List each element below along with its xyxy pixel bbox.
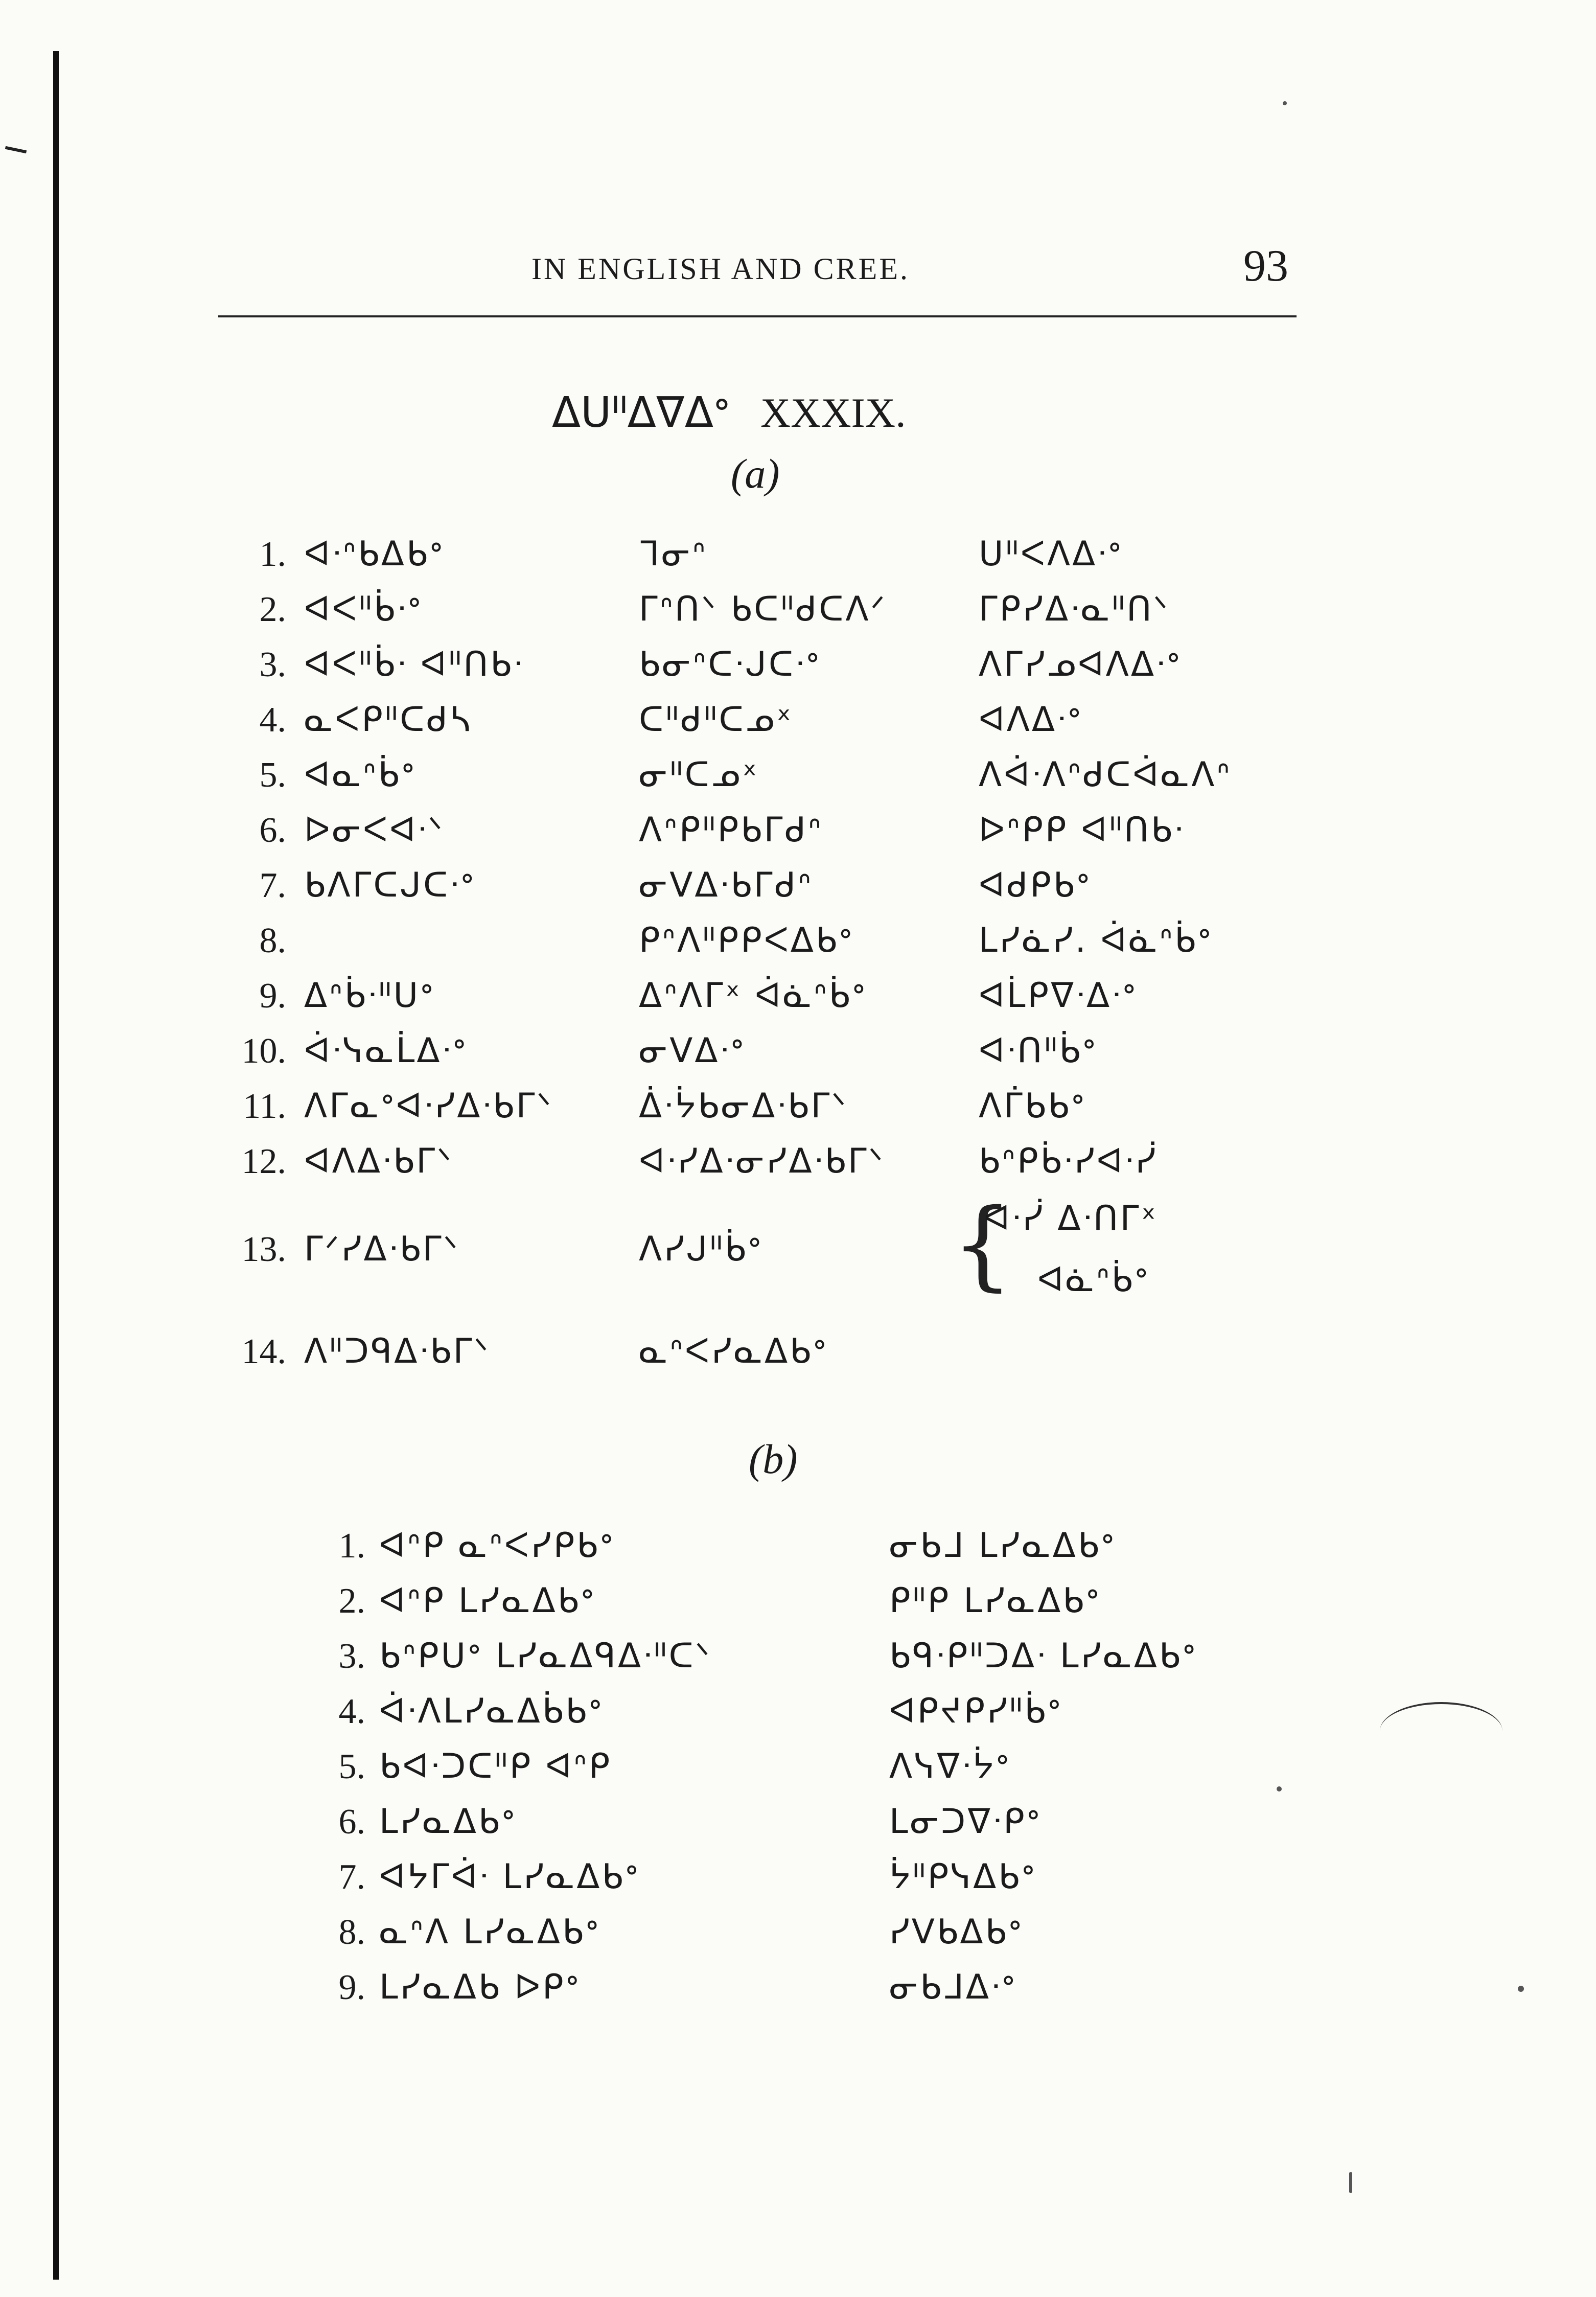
cree-word: ᐊᒫᑭᐁᐧᐃᐧᐤ bbox=[979, 976, 1138, 1015]
cree-word: ᑭᐦᑭ ᒪᓯᓇᐃᑲᐤ bbox=[889, 1581, 1101, 1620]
cree-word: ᐱᐋᐧᐱᐢᑯᑕᐋᓇᐱᐢ bbox=[979, 755, 1232, 794]
table-row bbox=[0, 1747, 1596, 1803]
table-row bbox=[0, 645, 1596, 701]
cree-word: ᐱᓭᐁᐧᔮᐤ bbox=[889, 1747, 1011, 1786]
table-row bbox=[0, 1691, 1596, 1748]
row-number: 10. bbox=[241, 1031, 286, 1071]
cree-word: ᓯᐯᑲᐃᑲᐤ bbox=[889, 1912, 1024, 1951]
cree-word: ᑲᐢᑭᑌᐤ ᒪᓯᓇᐃᑫᐃᐧᐦᑕᐠ bbox=[379, 1636, 712, 1675]
cree-word: ᐊᐢᑭ ᒪᓯᓇᐃᑲᐤ bbox=[379, 1581, 596, 1620]
paper-speck bbox=[1518, 1986, 1524, 1992]
cree-word: ᐅᓂᐸᐊᐧᐠ bbox=[304, 810, 445, 849]
cree-word: ᓇᐢᐸᓯᓇᐃᑲᐤ bbox=[639, 1331, 828, 1371]
table-row bbox=[0, 1912, 1596, 1968]
cree-word: ᐊᐸᐦᑳᐧᐤ bbox=[304, 589, 423, 629]
cree-word: ᓂᐦᑕᓄˣ bbox=[639, 755, 759, 794]
table-row bbox=[0, 700, 1596, 756]
table-row bbox=[0, 534, 1596, 590]
cree-word: ᐊᓈᐢᑳᐤ bbox=[1037, 1260, 1150, 1299]
cree-word: ᐄᐧᔮᑲᓂᐃᐧᑲᒥᐠ bbox=[639, 1086, 848, 1125]
table-row bbox=[0, 1802, 1596, 1858]
cree-word: ᒥᑭᓯᐃᐧᓇᐦᑎᐠ bbox=[979, 589, 1170, 629]
cree-word: ᐃᐢᑳᐧᐦᑌᐤ bbox=[304, 976, 435, 1015]
table-row bbox=[0, 1636, 1596, 1692]
header-rule bbox=[218, 315, 1297, 317]
paper-speck bbox=[1349, 2172, 1352, 2193]
cree-word: ᑲᓂᐢᑕᐧᒍᑕᐧᐤ bbox=[639, 645, 821, 684]
cree-word: ᐋᐧᐱᒪᓯᓇᐃᑳᑲᐤ bbox=[379, 1691, 604, 1731]
cree-word: ᑲᐢᑭᑳᐧᓯᐊᐧᓰ bbox=[979, 1141, 1158, 1181]
paper-speck bbox=[1283, 101, 1287, 105]
exercise-heading bbox=[552, 388, 906, 437]
cree-word: ᐱᒦᑲᑲᐤ bbox=[979, 1086, 1086, 1125]
row-number: 5. bbox=[338, 1747, 365, 1786]
cree-word: ᓂᐯᐃᐧᑲᒥᑯᐢ bbox=[639, 865, 813, 905]
row-number: 1. bbox=[338, 1526, 365, 1566]
cree-word: ᐊᐸᐦᑳᐧ ᐊᐦᑎᑲᐧ bbox=[304, 645, 524, 684]
margin-mark bbox=[5, 146, 27, 154]
table-row bbox=[0, 1141, 1596, 1198]
cree-word: ᒣᓂᐢ bbox=[639, 534, 708, 573]
row-number: 11. bbox=[243, 1087, 286, 1126]
cree-word: ᐅᐢᑭᑭ ᐊᐦᑎᑲᐧ bbox=[979, 810, 1185, 849]
cree-word: ᒪᓯᓇᐃᑲᐤ bbox=[379, 1802, 517, 1841]
row-number: 1. bbox=[259, 535, 286, 574]
cree-word: ᒪᓯᓇᐃᑲ ᐅᑭᐤ bbox=[379, 1967, 581, 2007]
running-title: IN ENGLISH AND CREE. bbox=[531, 252, 910, 286]
cree-word: ᑲᐱᒥᑕᒍᑕᐧᐤ bbox=[304, 865, 476, 905]
cree-word: ᐊᐧᐢᑲᐃᑲᐤ bbox=[304, 534, 445, 573]
cree-word: ᐋᐧᓭᓇᒫᐃᐧᐤ bbox=[304, 1031, 468, 1070]
row-number: 7. bbox=[338, 1857, 365, 1897]
table-row bbox=[0, 589, 1596, 646]
cree-word: ᐊᐱᐃᐧᐤ bbox=[979, 700, 1083, 739]
row-number: 9. bbox=[259, 976, 286, 1016]
row-number: 3. bbox=[259, 645, 286, 684]
grouping-brace: { bbox=[952, 1188, 1013, 1301]
table-row bbox=[0, 1229, 1596, 1285]
row-number: 12. bbox=[241, 1142, 286, 1181]
row-number: 8. bbox=[259, 921, 286, 960]
row-number: 8. bbox=[338, 1913, 365, 1952]
cree-word: ᐱᓯᒍᐦᑳᐤ bbox=[639, 1229, 764, 1269]
cree-word: ᒪᓯᓈᓯ. ᐋᓈᐢᑳᐤ bbox=[979, 921, 1213, 960]
table-row bbox=[0, 1086, 1596, 1142]
paper-speck bbox=[1277, 1786, 1282, 1791]
row-number: 13. bbox=[241, 1230, 286, 1269]
cree-word: ᐱᒥᓇᐤᐊᐧᓯᐃᐧᑲᒥᐠ bbox=[304, 1086, 553, 1125]
table-row bbox=[0, 1857, 1596, 1913]
cree-word: ᑲᑫᐧᑭᐦᑐᐃᐧ ᒪᓯᓇᐃᑲᐤ bbox=[889, 1636, 1198, 1675]
row-number: 7. bbox=[259, 866, 286, 905]
cree-word: ᐊᑭᔪᑭᓯᐦᑳᐤ bbox=[889, 1691, 1063, 1731]
table-row bbox=[0, 976, 1596, 1032]
cree-word: ᓂᐯᐃᐧᐤ bbox=[639, 1031, 746, 1070]
exercise-number: XXXIX. bbox=[760, 389, 906, 436]
cree-word: ᐊᐢᑭ ᓇᐢᐸᓯᑭᑲᐤ bbox=[379, 1526, 615, 1565]
table-row bbox=[0, 1331, 1596, 1388]
table-row bbox=[0, 810, 1596, 866]
row-number: 6. bbox=[338, 1802, 365, 1842]
cree-word: ᒪᓂᑐᐁᐧᑭᐤ bbox=[889, 1802, 1042, 1841]
table-row bbox=[0, 921, 1596, 977]
row-number: 6. bbox=[259, 811, 286, 850]
table-row bbox=[0, 865, 1596, 922]
cree-word: ᐊᐧᑎᐦᑳᐤ bbox=[979, 1031, 1098, 1070]
row-number: 2. bbox=[338, 1581, 365, 1621]
page-number: 93 bbox=[1243, 241, 1288, 291]
part-b-label: (b) bbox=[749, 1436, 798, 1482]
cree-word: ᑕᐦᑯᐦᑕᓄˣ bbox=[639, 700, 794, 739]
cree-word: ᑭᐢᐱᐦᑭᑭᐸᐃᑲᐤ bbox=[639, 921, 854, 960]
row-number: 4. bbox=[338, 1692, 365, 1731]
cree-word: ᓂᑲᒧᐃᐧᐤ bbox=[889, 1967, 1017, 2007]
cree-word: ᒥᐟᓯᐃᐧᑲᒥᐠ bbox=[304, 1229, 460, 1269]
cree-word: ᐱᐦᑐᑫᐃᐧᑲᒥᐠ bbox=[304, 1331, 491, 1371]
cree-word: ᐃᐢᐱᒥˣ ᐋᓈᐢᑳᐤ bbox=[639, 976, 867, 1015]
cree-word: ᐊᐧᓯᐃᐧᓂᓯᐃᐧᑲᒥᐠ bbox=[639, 1141, 885, 1181]
row-number: 5. bbox=[259, 755, 286, 795]
row-number: 4. bbox=[259, 700, 286, 740]
cree-word: ᐊᓇᐢᑳᐤ bbox=[304, 755, 417, 794]
part-a-label: (a) bbox=[731, 450, 780, 497]
cree-word: ᐱᒥᓯᓄᐊᐱᐃᐧᐤ bbox=[979, 645, 1182, 684]
table-row bbox=[0, 1031, 1596, 1087]
table-row bbox=[0, 1581, 1596, 1637]
stray-arc-mark bbox=[1380, 1702, 1502, 1760]
row-number: 9. bbox=[338, 1968, 365, 2007]
cree-word: ᓂᑲᒧ ᒪᓯᓇᐃᑲᐤ bbox=[889, 1526, 1116, 1565]
cree-word: ᐊᔭᒥᐋᐧ ᒪᓯᓇᐃᑲᐤ bbox=[379, 1857, 640, 1896]
row-number: 2. bbox=[259, 590, 286, 629]
row-number: 14. bbox=[241, 1332, 286, 1371]
table-row bbox=[0, 755, 1596, 811]
table-row bbox=[0, 1526, 1596, 1582]
cree-word: ᓇᐸᑭᐦᑕᑯᓴ bbox=[304, 700, 472, 739]
cree-word: ᐱᐢᑭᐦᑭᑲᒥᑯᐢ bbox=[639, 810, 823, 849]
exercise-heading-syllabic: ᐃᑌᐦᐃᐁᐃᐤ bbox=[552, 388, 730, 437]
cree-word: ᓇᐢᐱ ᒪᓯᓇᐃᑲᐤ bbox=[379, 1912, 601, 1951]
cree-word: ᑲᐊᐧᑐᑕᐦᑭ ᐊᐢᑭ bbox=[379, 1747, 612, 1786]
cree-word: ᐊᑯᑭᑲᐤ bbox=[979, 865, 1092, 905]
row-number: 3. bbox=[338, 1637, 365, 1676]
cree-word: ᐊᐧᓰ ᐃᐧᑎᒥˣ bbox=[984, 1199, 1158, 1238]
table-row bbox=[0, 1967, 1596, 2024]
cree-word: ᐊᐱᐃᐧᑲᒥᐠ bbox=[304, 1141, 454, 1181]
cree-word: ᑌᐦᐸᐱᐃᐧᐤ bbox=[979, 534, 1123, 573]
cree-word: ᒥᐢᑎᐠ ᑲᑕᐦᑯᑕᐱᐟ bbox=[639, 589, 887, 629]
cree-word: ᔮᐦᑭᓭᐃᑲᐤ bbox=[889, 1857, 1037, 1896]
